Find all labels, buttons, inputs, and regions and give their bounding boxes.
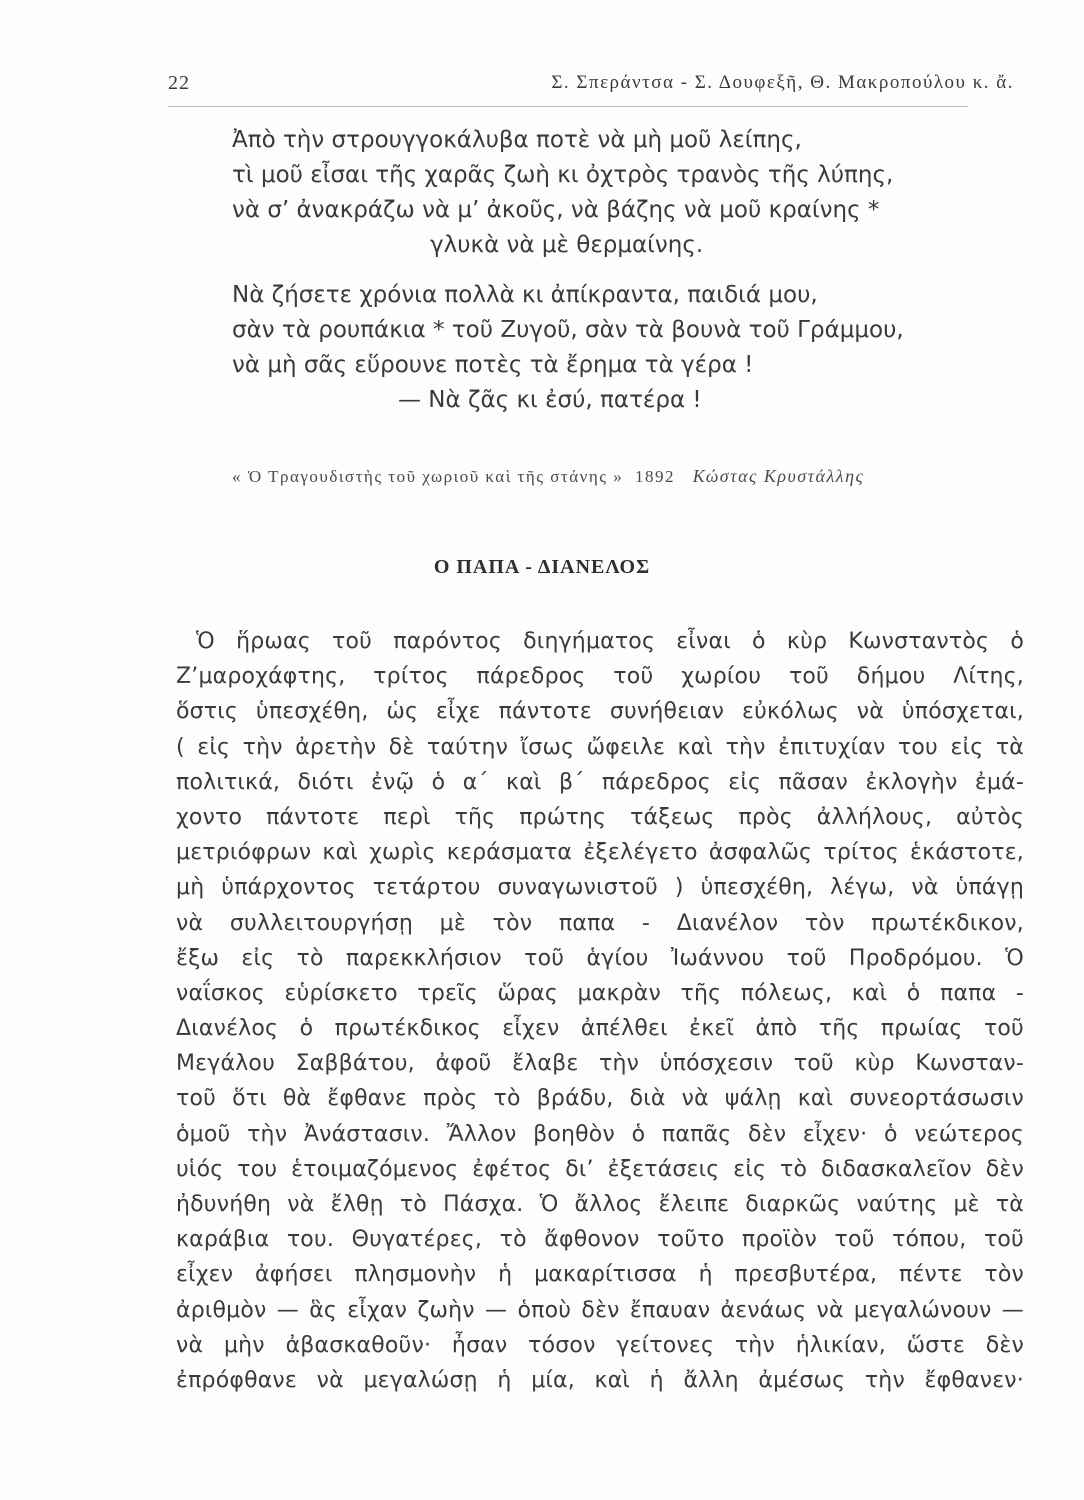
- text-line: εἶχεν ἀφήσει πλησμονὴν ἡ μακαρίτισσα ἡ πρεσβυτέρα, πέντε τὸν: [176, 1262, 1024, 1288]
- poem-line: — Νὰ ζᾶς κι ἐσύ, πατέρα !: [398, 387, 702, 413]
- text-line: νὰ μὴν ἀβασκαθοῦν· ἦσαν τόσον γείτονες τὴν ἡλικίαν, ὥστε δὲν: [176, 1332, 1024, 1358]
- page-header: [168, 72, 1026, 108]
- poem-line: Νὰ ζήσετε χρόνια πολλὰ κι ἀπίκραντα, παιδιά μου,: [232, 282, 818, 308]
- attribution-year: 1892: [634, 467, 675, 486]
- text-line: υἱός του ἑτοιμαζόμενος ἐφέτος δι’ ἐξετάσεις εἰς τὸ διδασκαλεῖον δὲν: [176, 1156, 1024, 1182]
- attribution-author: Κώστας Κρυστάλλης: [692, 466, 865, 486]
- poem-line: γλυκὰ νὰ μὲ θερμαίνης.: [430, 232, 704, 258]
- text-line: Μεγάλου Σαββάτου, ἀφοῦ ἔλαβε τὴν ὑπόσχεσιν τοῦ κὺρ Κωνσταν-: [176, 1051, 1024, 1077]
- poem-stanza-1: [0, 123, 1084, 263]
- story-title: Ο ΠΑΠΑ - ΔΙΑΝΕΛΟΣ: [433, 556, 651, 578]
- text-line: καράβια του. Θυγατέρες, τὸ ἄφθονον τοῦτο προϊὸν τοῦ τόπου, τοῦ: [176, 1227, 1024, 1253]
- page-number: 22: [168, 72, 190, 94]
- text-line: ( εἰς τὴν ἀρετὴν δὲ ταύτην ἴσως ὤφειλε καὶ τὴν ἐπιτυχίαν του εἰς τὰ: [176, 734, 1024, 760]
- text-line: Ζ’μαροχάφτης, τρίτος πάρεδρος τοῦ χωρίου τοῦ δήμου Λίτης,: [176, 664, 1024, 690]
- poem-line: τὶ μοῦ εἶσαι τῆς χαρᾶς ζωὴ κι ὀχτρὸς τρανὸς τῆς λύπης,: [232, 162, 894, 188]
- text-line: ἀριθμὸν — ἃς εἶχαν ζωὴν — ὁποὺ δὲν ἔπαυαν ἀενάως νὰ μεγαλώνουν —: [176, 1297, 1024, 1323]
- attribution-source: « Ὁ Τραγουδιστὴς τοῦ χωριοῦ καὶ τῆς στάνης »: [232, 467, 624, 486]
- text-line: χοντο πάντοτε περὶ τῆς πρώτης τάξεως πρὸς ἀλλήλους, αὐτὸς: [176, 804, 1024, 830]
- text-line: ὁμοῦ τὴν Ἀνάστασιν. Ἄλλον βοηθὸν ὁ παπᾶς δὲν εἶχεν· ὁ νεώτερος: [176, 1121, 1024, 1147]
- text-line: νὰ συλλειτουργήσῃ μὲ τὸν παπα - Διανέλον τὸν πρωτέκδικον,: [176, 910, 1024, 936]
- text-line: πολιτικά, διότι ἐνῷ ὁ α΄ καὶ β΄ πάρεδρος εἰς πᾶσαν ἐκλογὴν ἐμά-: [176, 769, 1024, 795]
- running-head: Σ. Σπεράντσα - Σ. Δουφεξῆ, Θ. Μακροπούλου κ. ἄ.: [551, 72, 1014, 93]
- poem-line: Ἀπὸ τὴν στρουγγοκάλυβα ποτὲ νὰ μὴ μοῦ λείπης,: [232, 127, 802, 153]
- story-body: [176, 624, 1024, 1398]
- text-line: ἐπρόφθανε νὰ μεγαλώσῃ ἡ μία, καὶ ἡ ἄλλη ἀμέσως τὴν ἔφθανεν·: [176, 1367, 1024, 1393]
- poem-attribution: [232, 466, 1032, 487]
- text-line: ὅστις ὑπεσχέθη, ὡς εἶχε πάντοτε συνήθειαν εὐκόλως νὰ ὑπόσχεται,: [176, 699, 1024, 725]
- poem-line: σὰν τὰ ρουπάκια * τοῦ Ζυγοῦ, σὰν τὰ βουνὰ τοῦ Γράμμου,: [232, 317, 904, 343]
- text-line: Ὁ ἥρωας τοῦ παρόντος διηγήματος εἶναι ὁ κὺρ Κωνσταντὸς ὁ: [196, 629, 1024, 654]
- text-line: μετριόφρων καὶ χωρὶς κεράσματα ἐξελέγετο ἀσφαλῶς τρίτος ἑκάστοτε,: [176, 840, 1024, 866]
- header-rule: [168, 106, 968, 107]
- text-line: ναΐσκος εὑρίσκετο τρεῖς ὥρας μακρὰν τῆς πόλεως, καὶ ὁ παπα -: [176, 980, 1024, 1006]
- text-line: τοῦ ὅτι θὰ ἔφθανε πρὸς τὸ βράδυ, διὰ νὰ ψάλῃ καὶ συνεορτάσωσιν: [176, 1086, 1024, 1112]
- text-line: ἠδυνήθη νὰ ἔλθῃ τὸ Πάσχα. Ὁ ἄλλος ἔλειπε διαρκῶς ναύτης μὲ τὰ: [176, 1192, 1024, 1217]
- poem-line: νὰ μὴ σᾶς εὕρουνε ποτὲς τὰ ἔρημα τὰ γέρα !: [232, 352, 754, 378]
- poem-stanza-2: [0, 278, 1084, 418]
- text-line: ἔξω εἰς τὸ παρεκκλήσιον τοῦ ἁγίου Ἰωάννου τοῦ Προδρόμου. Ὁ: [176, 945, 1024, 971]
- text-line: Διανέλος ὁ πρωτέκδικος εἶχεν ἀπέλθει ἐκεῖ ἀπὸ τῆς πρωίας τοῦ: [176, 1016, 1024, 1042]
- poem: [0, 123, 1084, 418]
- text-line: μὴ ὑπάρχοντος τετάρτου συναγωνιστοῦ ) ὑπεσχέθη, λέγω, νὰ ὑπάγῃ: [176, 875, 1024, 901]
- poem-line: νὰ σ’ ἀνακράζω νὰ μ’ ἀκοῦς, νὰ βάζης νὰ μοῦ κραίνης *: [232, 197, 880, 223]
